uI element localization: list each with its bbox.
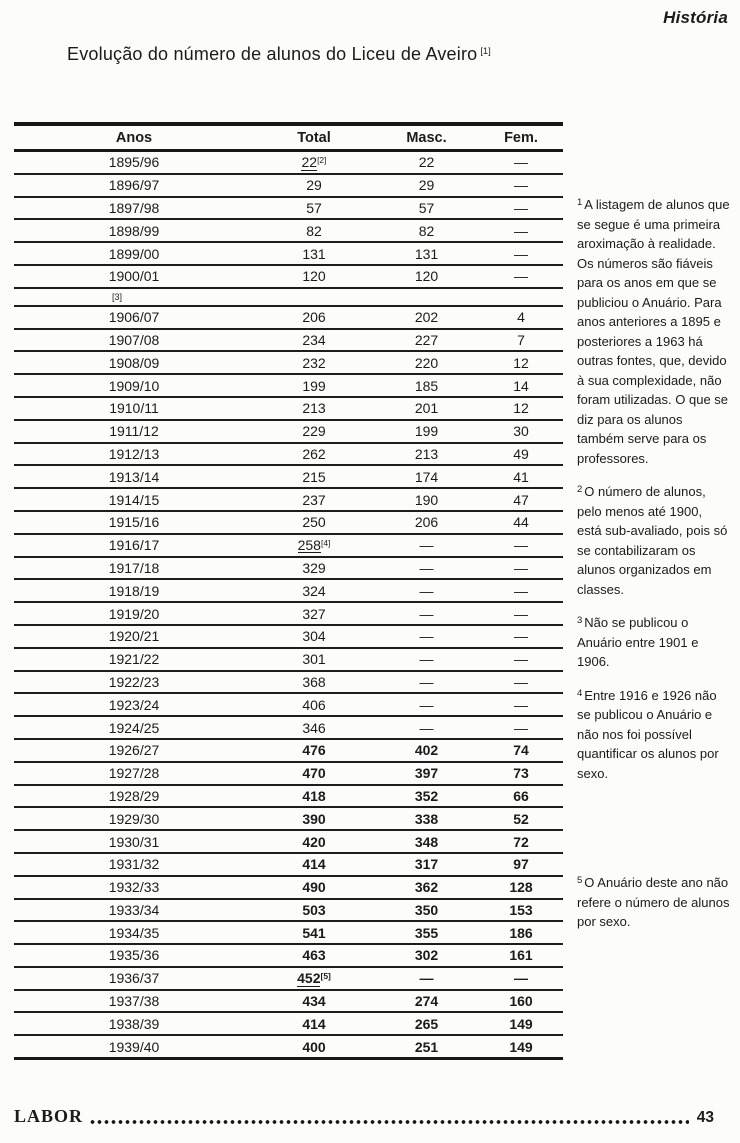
total-value: 304 (302, 628, 326, 645)
column-header-fem: Fem. (479, 124, 563, 151)
total-value: 82 (306, 222, 322, 239)
fem-cell: — (479, 693, 563, 716)
masc-cell: 227 (374, 329, 479, 352)
journal-name: LABOR (14, 1106, 84, 1126)
table-row (14, 625, 563, 648)
total-cell (254, 197, 374, 220)
total-value: 476 (302, 742, 326, 759)
table-row (14, 329, 563, 352)
table-row (14, 716, 563, 739)
masc-cell: 201 (374, 397, 479, 420)
year-cell: 1929/30 (14, 807, 254, 830)
total-cell (254, 739, 374, 762)
year-cell: 1915/16 (14, 511, 254, 534)
table-row (14, 557, 563, 580)
year-cell: 1898/99 (14, 219, 254, 242)
table-row (14, 876, 563, 899)
year-cell: 1899/00 (14, 242, 254, 265)
total-cell (254, 602, 374, 625)
fem-cell: — (479, 602, 563, 625)
total-cell (254, 174, 374, 197)
fem-cell: 149 (479, 1035, 563, 1058)
table-row (14, 944, 563, 967)
fem-cell: 128 (479, 876, 563, 899)
table-row (14, 807, 563, 830)
total-value: 131 (302, 245, 326, 262)
year-cell: 1897/98 (14, 197, 254, 220)
masc-cell: 350 (374, 899, 479, 922)
year-cell: 1917/18 (14, 557, 254, 580)
table-row (14, 242, 563, 265)
total-cell (254, 534, 374, 557)
total-cell (254, 716, 374, 739)
table-row (14, 853, 563, 876)
total-value: 414 (302, 1015, 326, 1032)
total-cell (254, 465, 374, 488)
total-footnote-marker: [2] (317, 155, 327, 166)
table-row (14, 990, 563, 1013)
total-cell (254, 648, 374, 671)
total-value: 503 (302, 901, 326, 918)
total-value: 368 (302, 673, 326, 690)
footnote-text: A listagem de alunos que se segue é uma primeira aroximação à realidade. Os números são fiáveis para os anos em que se publiciou o Anuário. Para anos anteriores a 1895 e posteriores a 1963 há outras fontes, que, devido à sua complexidade, não foram utilizadas. O que se diz para os alunos também serve para os professores. (577, 197, 730, 466)
total-cell (254, 511, 374, 534)
table-row (14, 830, 563, 853)
total-cell (254, 443, 374, 466)
table-row (14, 306, 563, 329)
year-cell: 1927/28 (14, 762, 254, 785)
fem-cell: 73 (479, 762, 563, 785)
table-row (14, 219, 563, 242)
fem-cell: 74 (479, 739, 563, 762)
footnote-marker: 4 (577, 687, 583, 699)
total-cell (254, 579, 374, 602)
table-row (14, 465, 563, 488)
fem-cell: — (479, 625, 563, 648)
masc-cell: 82 (374, 219, 479, 242)
total-value: 206 (302, 309, 326, 326)
table-row (14, 1012, 563, 1035)
total-cell (254, 762, 374, 785)
total-cell (254, 671, 374, 694)
total-cell (254, 990, 374, 1013)
total-value: 400 (302, 1038, 326, 1055)
footnote-text: O número de alunos, pelo menos até 1900, está sub-avaliado, pois só se contabilizaram os alunos organizados em classes. (577, 484, 728, 597)
page-number: 43 (696, 1109, 714, 1126)
total-value: 434 (302, 993, 326, 1010)
masc-cell: 206 (374, 511, 479, 534)
year-cell: 1907/08 (14, 329, 254, 352)
masc-cell: — (374, 602, 479, 625)
total-cell (254, 151, 374, 174)
masc-cell: 265 (374, 1012, 479, 1035)
fem-cell: 153 (479, 899, 563, 922)
total-value: 213 (302, 400, 326, 417)
total-value: 258 (297, 536, 321, 553)
total-value: 120 (302, 268, 326, 285)
total-cell (254, 625, 374, 648)
masc-cell: 348 (374, 830, 479, 853)
total-value: 29 (306, 177, 322, 194)
total-cell (254, 420, 374, 443)
fem-cell: 186 (479, 921, 563, 944)
section-label: História (663, 8, 728, 27)
masc-cell (374, 288, 479, 306)
total-cell (254, 1012, 374, 1035)
table-row (14, 739, 563, 762)
masc-cell: 402 (374, 739, 479, 762)
total-value: 346 (302, 719, 326, 736)
table-row (14, 420, 563, 443)
total-cell (254, 329, 374, 352)
table-body (14, 151, 563, 1059)
masc-cell: 22 (374, 151, 479, 174)
table-row (14, 197, 563, 220)
masc-cell: 185 (374, 374, 479, 397)
year-cell: 1936/37 (14, 967, 254, 990)
masc-cell: 174 (374, 465, 479, 488)
fem-cell: 30 (479, 420, 563, 443)
total-value: 237 (302, 491, 326, 508)
footnote-marker: 5 (577, 875, 583, 886)
footnote (577, 611, 730, 672)
table-row (14, 602, 563, 625)
total-cell (254, 830, 374, 853)
year-cell: 1930/31 (14, 830, 254, 853)
masc-cell: 397 (374, 762, 479, 785)
footnote (577, 684, 730, 784)
total-footnote-marker: [4] (320, 537, 331, 548)
fem-cell: 149 (479, 1012, 563, 1035)
total-cell (254, 876, 374, 899)
footnote-marker: 3 (577, 615, 583, 626)
year-cell: 1934/35 (14, 921, 254, 944)
fem-cell: 12 (479, 351, 563, 374)
total-value: 324 (302, 582, 326, 599)
total-cell (254, 899, 374, 922)
total-value: 406 (302, 696, 326, 713)
footnotes-column (577, 193, 730, 944)
fem-cell: — (479, 151, 563, 174)
footnote-note-row (14, 288, 563, 306)
total-cell (254, 807, 374, 830)
page-title (67, 44, 491, 65)
year-cell: 1919/20 (14, 602, 254, 625)
total-value: 327 (302, 605, 326, 622)
masc-cell: — (374, 557, 479, 580)
masc-cell: 355 (374, 921, 479, 944)
fem-cell: 97 (479, 853, 563, 876)
total-value: 452 (297, 969, 321, 986)
table-row (14, 921, 563, 944)
fem-cell: 49 (479, 443, 563, 466)
total-cell (254, 557, 374, 580)
total-cell (254, 374, 374, 397)
masc-cell: 29 (374, 174, 479, 197)
year-cell: 1932/33 (14, 876, 254, 899)
year-cell: 1926/27 (14, 739, 254, 762)
fem-cell: 12 (479, 397, 563, 420)
masc-cell: 362 (374, 876, 479, 899)
total-cell (254, 265, 374, 288)
total-value: 232 (302, 354, 326, 371)
masc-cell: — (374, 693, 479, 716)
footnote-marker: 1 (577, 197, 583, 208)
fem-cell: — (479, 242, 563, 265)
table-row (14, 1035, 563, 1058)
year-cell: 1920/21 (14, 625, 254, 648)
fem-cell: 14 (479, 374, 563, 397)
fem-cell: 160 (479, 990, 563, 1013)
total-value: 250 (302, 514, 326, 531)
table-row (14, 899, 563, 922)
column-header-masc: Masc. (374, 124, 479, 151)
total-value: 420 (302, 833, 326, 850)
masc-cell: 352 (374, 785, 479, 808)
year-cell: 1909/10 (14, 374, 254, 397)
year-cell: 1918/19 (14, 579, 254, 602)
year-cell: 1908/09 (14, 351, 254, 374)
total-value: 229 (302, 423, 326, 440)
year-cell: 1931/32 (14, 853, 254, 876)
total-cell (254, 693, 374, 716)
footnote (577, 480, 730, 599)
fem-cell: 7 (479, 329, 563, 352)
fem-cell: 41 (479, 465, 563, 488)
total-value: 463 (302, 947, 326, 964)
footnote-text: Entre 1916 e 1926 não se publicou o Anuário e não nos foi possível quantificar os alunos por sexo. (577, 687, 719, 781)
table-row (14, 174, 563, 197)
page-footer (14, 1106, 714, 1127)
total-value: 390 (302, 810, 326, 827)
total-value: 470 (302, 765, 326, 782)
table-row (14, 534, 563, 557)
masc-cell: 302 (374, 944, 479, 967)
fem-cell: 47 (479, 488, 563, 511)
column-header-total: Total (254, 124, 374, 151)
row-footnote-marker: [3] (112, 291, 123, 302)
total-cell (254, 351, 374, 374)
fem-cell: — (479, 557, 563, 580)
table-row (14, 648, 563, 671)
dotted-leader (89, 1118, 689, 1124)
total-cell (254, 967, 374, 990)
table-row (14, 265, 563, 288)
total-value: 215 (302, 468, 326, 485)
fem-cell: — (479, 174, 563, 197)
total-cell (254, 306, 374, 329)
year-cell: 1910/11 (14, 397, 254, 420)
table-row (14, 511, 563, 534)
total-cell (254, 288, 374, 306)
footnote-marker: 2 (577, 484, 583, 495)
total-cell (254, 785, 374, 808)
total-value: 541 (302, 924, 326, 941)
year-cell (14, 288, 254, 306)
masc-cell: 213 (374, 443, 479, 466)
total-cell (254, 219, 374, 242)
year-cell: 1939/40 (14, 1035, 254, 1058)
masc-cell: 131 (374, 242, 479, 265)
total-value: 414 (302, 856, 326, 873)
total-value: 329 (302, 559, 326, 576)
masc-cell: 317 (374, 853, 479, 876)
footnote (577, 871, 730, 932)
masc-cell: — (374, 625, 479, 648)
masc-cell: — (374, 648, 479, 671)
total-value: 262 (302, 445, 326, 462)
total-cell (254, 488, 374, 511)
table-row (14, 488, 563, 511)
year-cell: 1938/39 (14, 1012, 254, 1035)
table-row (14, 151, 563, 174)
fem-cell (479, 288, 563, 306)
footnote-text: O Anuário deste ano não refere o número de alunos por sexo. (577, 875, 730, 929)
total-value: 22 (301, 154, 318, 171)
total-cell (254, 1035, 374, 1058)
masc-cell: 199 (374, 420, 479, 443)
table-row (14, 671, 563, 694)
total-value: 490 (302, 879, 326, 896)
total-cell (254, 397, 374, 420)
masc-cell: 274 (374, 990, 479, 1013)
fem-cell: — (479, 219, 563, 242)
masc-cell: 220 (374, 351, 479, 374)
fem-cell: — (479, 716, 563, 739)
total-value: 418 (302, 787, 326, 804)
table-row (14, 967, 563, 990)
fem-cell: 72 (479, 830, 563, 853)
year-cell: 1937/38 (14, 990, 254, 1013)
year-cell: 1935/36 (14, 944, 254, 967)
masc-cell: — (374, 534, 479, 557)
table-row (14, 397, 563, 420)
year-cell: 1924/25 (14, 716, 254, 739)
total-value: 301 (302, 651, 326, 668)
masc-cell: — (374, 671, 479, 694)
fem-cell: 44 (479, 511, 563, 534)
fem-cell: — (479, 648, 563, 671)
page-title-text: Evolução do número de alunos do Liceu de Aveiro (67, 44, 478, 64)
year-cell: 1921/22 (14, 648, 254, 671)
masc-cell: 338 (374, 807, 479, 830)
table-row (14, 785, 563, 808)
year-cell: 1922/23 (14, 671, 254, 694)
total-value: 199 (302, 377, 326, 394)
masc-cell: 120 (374, 265, 479, 288)
fem-cell: 4 (479, 306, 563, 329)
year-cell: 1914/15 (14, 488, 254, 511)
year-cell: 1895/96 (14, 151, 254, 174)
year-cell: 1928/29 (14, 785, 254, 808)
year-cell: 1912/13 (14, 443, 254, 466)
masc-cell: 251 (374, 1035, 479, 1058)
total-cell (254, 853, 374, 876)
total-cell (254, 921, 374, 944)
year-cell: 1900/01 (14, 265, 254, 288)
table-row (14, 579, 563, 602)
year-cell: 1923/24 (14, 693, 254, 716)
year-cell: 1916/17 (14, 534, 254, 557)
table-row (14, 374, 563, 397)
table-header (14, 124, 563, 151)
year-cell: 1906/07 (14, 306, 254, 329)
total-footnote-marker: [5] (320, 970, 331, 981)
table-row (14, 762, 563, 785)
title-footnote-marker: [1] (480, 46, 491, 56)
year-cell: 1896/97 (14, 174, 254, 197)
masc-cell: 190 (374, 488, 479, 511)
column-header-anos: Anos (14, 124, 254, 151)
fem-cell: — (479, 265, 563, 288)
year-cell: 1933/34 (14, 899, 254, 922)
total-cell (254, 944, 374, 967)
fem-cell: — (479, 967, 563, 990)
year-cell: 1911/12 (14, 420, 254, 443)
table-row (14, 351, 563, 374)
year-cell: 1913/14 (14, 465, 254, 488)
fem-cell: 52 (479, 807, 563, 830)
masc-cell: 202 (374, 306, 479, 329)
masc-cell: — (374, 967, 479, 990)
fem-cell: — (479, 197, 563, 220)
fem-cell: — (479, 534, 563, 557)
fem-cell: 161 (479, 944, 563, 967)
table-row (14, 693, 563, 716)
total-cell (254, 242, 374, 265)
fem-cell: — (479, 671, 563, 694)
total-value: 234 (302, 331, 326, 348)
fem-cell: — (479, 579, 563, 602)
total-value: 57 (306, 199, 322, 216)
fem-cell: 66 (479, 785, 563, 808)
footnote (577, 193, 730, 468)
footnote-text: Não se publicou o Anuário entre 1901 e 1906. (577, 615, 699, 669)
masc-cell: — (374, 716, 479, 739)
students-table (14, 122, 563, 1060)
table-row (14, 443, 563, 466)
masc-cell: — (374, 579, 479, 602)
masc-cell: 57 (374, 197, 479, 220)
